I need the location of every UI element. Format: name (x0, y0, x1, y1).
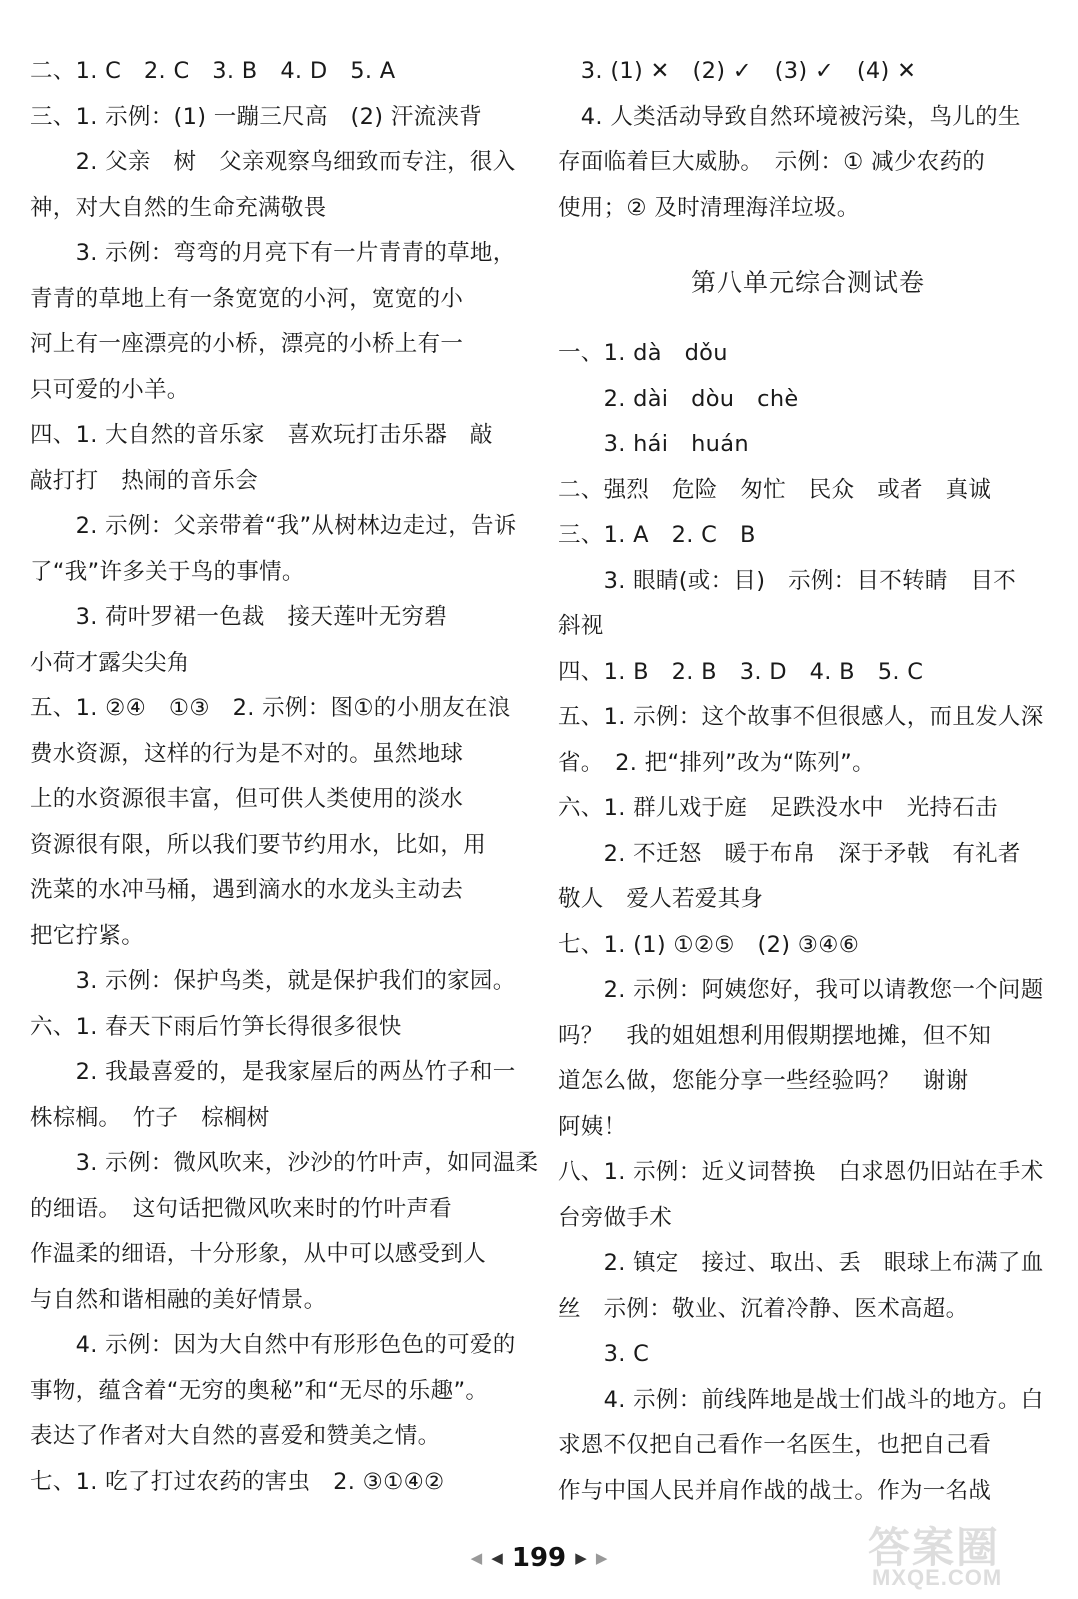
answer-line: 斜视 (558, 613, 604, 639)
answer-line: 二、强烈 危险 匆忙 民众 或者 真诚 (558, 476, 992, 503)
answer-line: 吗？ 我的姐姐想利用假期摆地摊，但不知 (558, 1022, 992, 1049)
answer-line: 表达了作者对大自然的喜爱和赞美之情。 (30, 1423, 441, 1449)
answer-line: 3. 示例：弯弯的月亮下有一片青青的草地， (30, 240, 516, 266)
answer-line: 3. C (558, 1341, 650, 1367)
answer-line: 株棕榈。 竹子 棕榈树 (30, 1104, 270, 1131)
answer-line: 3. 示例：保护鸟类，就是保护我们的家园。 (30, 968, 516, 994)
answer-line: 3. 眼睛(或：目) 示例：目不转睛 目不 (558, 567, 1017, 594)
answer-line: 敬人 爱人若爱其身 (558, 886, 764, 912)
answer-line: 道怎么做，您能分享一些经验吗？ 谢谢 (558, 1068, 969, 1094)
answer-line: 四、1. 大自然的音乐家 喜欢玩打击乐器 敲 (30, 422, 493, 448)
answer-line: 七、1. (1) ①②⑤ (2) ③④⑥ (558, 931, 860, 958)
answer-line: 费水资源，这样的行为是不对的。虽然地球 (30, 740, 464, 767)
arrow-left-light-icon: ◀ (470, 1549, 483, 1567)
answer-line: 3. 示例：微风吹来，沙沙的竹叶声，如同温柔 (30, 1150, 539, 1176)
answer-line: 青青的草地上有一条宽宽的小河，宽宽的小 (30, 285, 464, 312)
answer-line: 事物，蕴含着“无穷的奥秘”和“无尽的乐趣”。 (30, 1377, 489, 1404)
answer-line: 洗菜的水冲马桶，遇到滴水的水龙头主动去 (30, 877, 464, 903)
arrow-left-icon: ◀ (491, 1549, 503, 1567)
answer-line: 4. 示例：因为大自然中有形形色色的可爱的 (30, 1332, 516, 1358)
answer-line: 八、1. 示例：近义词替换 白求恩仍旧站在手术 (558, 1159, 1044, 1185)
answer-line: 存面临着巨大威胁。 示例：① 减少农药的 (558, 149, 986, 175)
answer-line: 2. 示例：阿姨您好，我可以请教您一个问题 (558, 977, 1044, 1003)
answer-line: 2. 示例：父亲带着“我”从树林边走过，告诉 (30, 513, 517, 539)
answer-line: 2. 父亲 树 父亲观察鸟细致而专注，很入 (30, 149, 516, 175)
answer-line: 2. 我最喜爱的，是我家屋后的两丛竹子和一 (30, 1059, 516, 1085)
answer-line: 2. dài dòu chè (558, 385, 799, 412)
arrow-right-icon: ▶ (575, 1549, 587, 1567)
answer-line: 作温柔的细语，十分形象，从中可以感受到人 (30, 1241, 487, 1267)
answer-line: 神，对大自然的生命充满敬畏 (30, 194, 327, 221)
answer-line: 只可爱的小羊。 (30, 376, 190, 403)
arrow-right-light-icon: ▶ (595, 1549, 608, 1567)
answer-line: 2. 镇定 接过、取出、丢 眼球上布满了血 (558, 1250, 1044, 1276)
answer-line: 2. 不迁怒 暖于布帛 深于矛戟 有礼者 (558, 840, 1021, 867)
answer-line: 敲打打 热闹的音乐会 (30, 467, 259, 494)
answer-line: 4. 人类活动导致自然环境被污染，鸟儿的生 (558, 103, 1021, 130)
answer-line: 阿姨！ (558, 1113, 627, 1140)
answer-line: 作与中国人民并肩作战的战士。作为一名战 (558, 1477, 992, 1504)
answer-line: 把它拧紧。 (30, 922, 145, 949)
answer-line: 丝 示例：敬业、沉着冷静、医术高超。 (558, 1295, 969, 1322)
answer-line: 四、1. B 2. B 3. D 4. B 5. C (558, 658, 924, 685)
answer-line: 3. (1) ✕ (2) ✓ (3) ✓ (4) ✕ (558, 58, 917, 84)
answer-line: 了“我”许多关于鸟的事情。 (30, 558, 305, 585)
page-number: 199 (511, 1543, 567, 1573)
answer-line: 台旁做手术 (558, 1204, 673, 1231)
answer-line: 五、1. 示例：这个故事不但很感人，而且发人深 (558, 704, 1044, 730)
answer-line: 使用；② 及时清理海洋垃圾。 (558, 194, 860, 221)
answer-line: 一、1. dà dǒu (558, 340, 728, 366)
watermark-en: MXQE.COM (872, 1565, 1003, 1590)
watermark-logo (848, 1515, 1068, 1595)
answer-line: 4. 示例：前线阵地是战士们战斗的地方。白 (558, 1386, 1044, 1413)
answer-line: 河上有一座漂亮的小桥，漂亮的小桥上有一 (30, 331, 464, 357)
answer-line: 上的水资源很丰富，但可供人类使用的淡水 (30, 786, 464, 812)
answer-line: 三、1. 示例：(1) 一蹦三尺高 (2) 汗流浃背 (30, 103, 482, 130)
watermark-cn: 答案圈 (868, 1524, 1001, 1571)
answer-line: 七、1. 吃了打过农药的害虫 2. ③①④② (30, 1468, 445, 1495)
answer-line: 3. hái huán (558, 431, 749, 457)
answer-line: 的细语。 这句话把微风吹来时的竹叶声看 (30, 1195, 452, 1222)
section-title: 第八单元综合测试卷 (690, 268, 925, 297)
answer-line: 与自然和谐相融的美好情景。 (30, 1286, 327, 1313)
answer-line: 六、1. 群儿戏于庭 足跌没水中 光持石击 (558, 795, 998, 821)
answer-line: 六、1. 春天下雨后竹笋长得很多很快 (30, 1013, 402, 1040)
answer-line: 省。 2. 把“排列”改为“陈列”。 (558, 749, 875, 776)
answer-line: 五、1. ②④ ①③ 2. 示例：图①的小朋友在浪 (30, 695, 511, 721)
answer-line: 小荷才露尖尖角 (30, 649, 190, 676)
answer-line: 3. 荷叶罗裙一色裁 接天莲叶无穷碧 (30, 604, 448, 630)
answer-line: 三、1. A 2. C B (558, 522, 756, 548)
answer-line: 资源很有限，所以我们要节约用水，比如，用 (30, 831, 487, 858)
answer-line: 求恩不仅把自己看作一名医生，也把自己看 (558, 1432, 992, 1458)
answer-line: 二、1. C 2. C 3. B 4. D 5. A (30, 58, 396, 84)
